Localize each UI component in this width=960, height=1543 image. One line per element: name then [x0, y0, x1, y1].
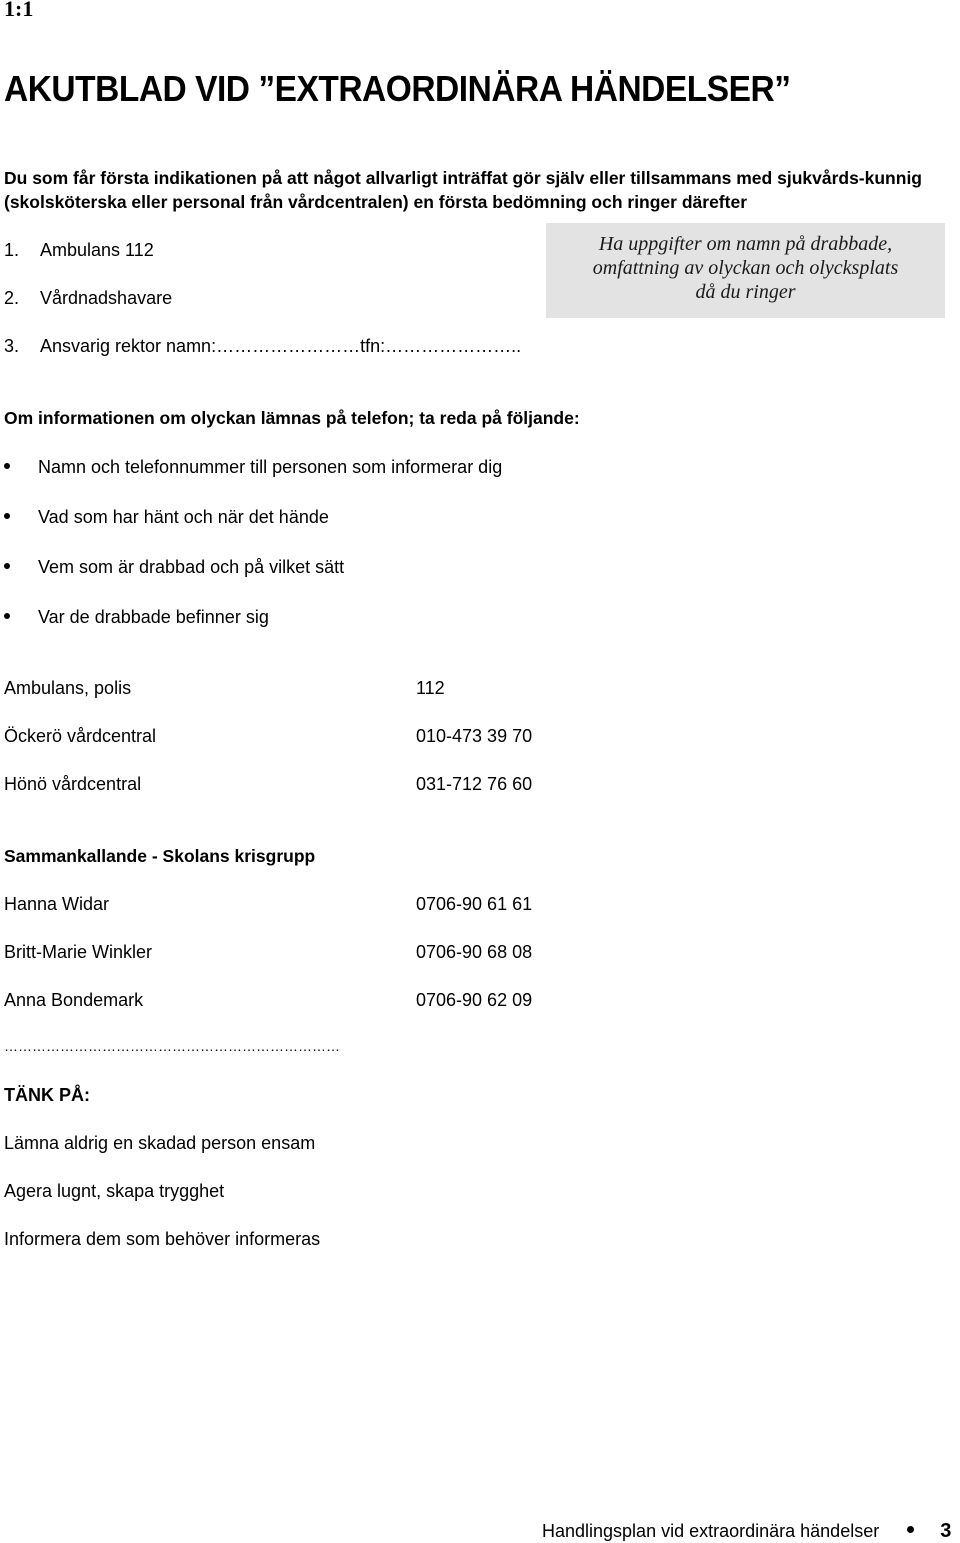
list-item: Namn och telefonnummer till personen som informerar dig — [4, 457, 502, 478]
member-phone: 0706-90 68 08 — [416, 942, 533, 962]
member-name: Hanna Widar — [4, 894, 110, 914]
note-line: omfattning av olyckan och olycksplats — [592, 257, 899, 279]
member-phone: 0706-90 61 61 — [416, 894, 533, 914]
step-item-2 — [4, 288, 172, 309]
bullet-icon — [4, 463, 10, 469]
step-number: 2. — [4, 288, 20, 308]
bullet-icon — [4, 613, 10, 619]
bullet-icon — [4, 563, 10, 569]
step-item-1 — [4, 240, 154, 261]
note-line: då du ringer — [695, 281, 796, 303]
intro-paragraph: Du som får första indikationen på att något allvarligt inträffat gör själv eller tillsammans med sjukvårds-kunnig (skolsköterska eller personal från vårdcentralen) en första bedömning och ringer därefter — [4, 168, 922, 212]
member-phone: 0706-90 62 09 — [416, 990, 533, 1010]
member-name: Britt-Marie Winkler — [4, 942, 153, 962]
list-item: Vem som är drabbad och på vilket sätt — [4, 557, 344, 578]
footer-title: Handlingsplan vid extraordinära händelser — [542, 1521, 880, 1541]
page-title: AKUTBLAD VID ”EXTRAORDINÄRA HÄNDELSER” — [4, 68, 791, 109]
page-footer — [542, 1520, 951, 1543]
step-number: 3. — [4, 336, 20, 356]
step-text: Vårdnadshavare — [40, 288, 173, 308]
footer-bullet-icon — [907, 1526, 914, 1533]
remember-heading: TÄNK PÅ: — [4, 1085, 90, 1105]
list-item: Var de drabbade befinner sig — [4, 607, 269, 628]
remember-line: Lämna aldrig en skadad person ensam — [4, 1133, 316, 1153]
step-number: 1. — [4, 240, 20, 260]
step-text: Ansvarig rektor namn:……………………tfn:………………….. — [40, 336, 522, 356]
step-text: Ambulans 112 — [40, 240, 154, 260]
contact-number: 112 — [416, 678, 445, 698]
contact-number: 010-473 39 70 — [416, 726, 533, 746]
step-item-3 — [4, 336, 521, 357]
remember-line: Informera dem som behöver informeras — [4, 1229, 321, 1249]
note-box — [546, 223, 945, 318]
phone-info-heading: Om informationen om olyckan lämnas på telefon; ta reda på följande: — [4, 408, 580, 428]
dotted-line: ……………………………………………………………… — [4, 1038, 340, 1054]
remember-line: Agera lugnt, skapa trygghet — [4, 1181, 225, 1201]
note-line: Ha uppgifter om namn på drabbade, — [598, 233, 893, 255]
contact-label: Hönö vårdcentral — [4, 774, 142, 794]
page-number: 3 — [940, 1520, 952, 1542]
bullet-icon — [4, 513, 10, 519]
member-name: Anna Bondemark — [4, 990, 144, 1010]
list-item: Vad som har hänt och när det hände — [4, 507, 329, 528]
contact-label: Öckerö vårdcentral — [4, 726, 157, 746]
crisis-group-heading: Sammankallande - Skolans krisgrupp — [4, 846, 316, 866]
contact-number: 031-712 76 60 — [416, 774, 533, 794]
contact-label: Ambulans, polis — [4, 678, 132, 698]
section-reference: 1:1 — [4, 0, 34, 21]
